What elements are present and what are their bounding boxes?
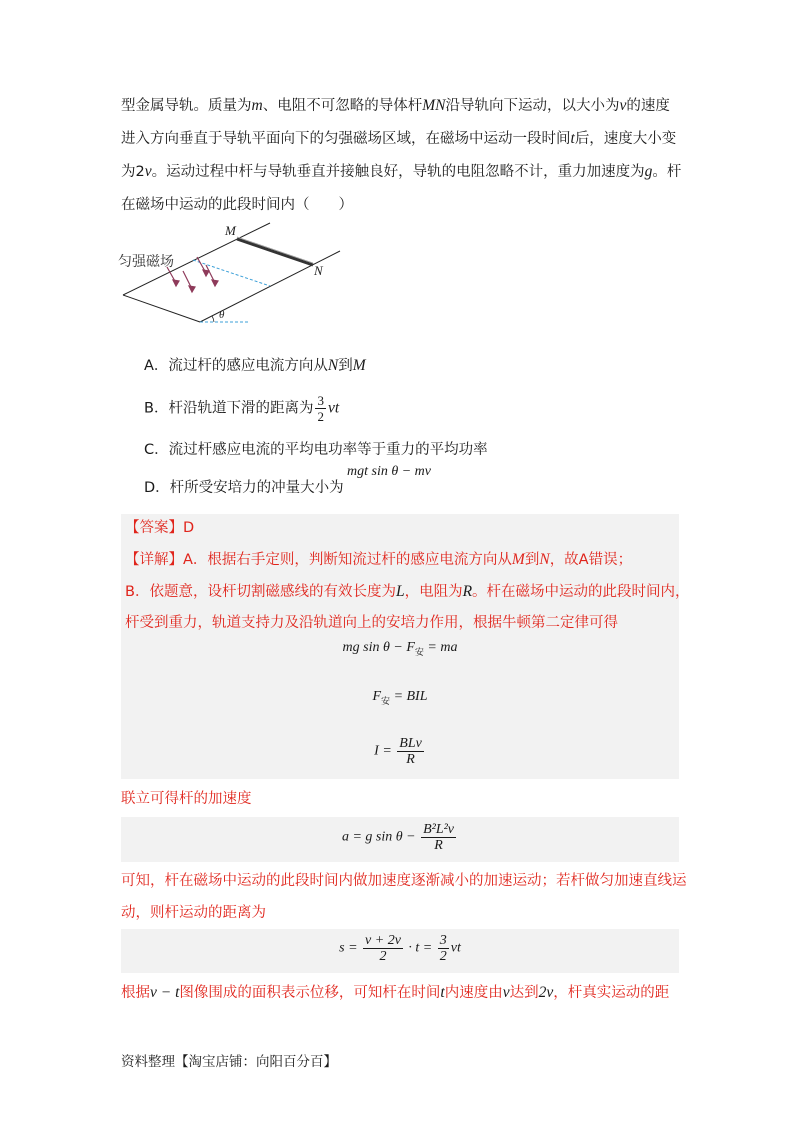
fraction-3-2 (315, 393, 326, 424)
var-v: v (502, 984, 510, 1001)
footer-source: 资料整理【淘宝店铺：向阳百分百】 (121, 1054, 337, 1070)
text: · t = (404, 940, 436, 956)
text: = BIL (390, 689, 428, 704)
text: mg sin θ − F (342, 640, 415, 655)
field-arrows (167, 257, 218, 292)
denominator: 2 (439, 949, 447, 964)
text: = ma (423, 640, 458, 655)
label-theta: θ (219, 309, 225, 321)
var-v: v (619, 97, 627, 114)
answer-panel (121, 514, 690, 779)
label-n: N (314, 263, 323, 278)
text: ，故A错误； (549, 552, 633, 568)
field-label: 匀强磁场 (118, 254, 174, 270)
var-mn: MN (422, 97, 446, 114)
explain-line-5: 可知，杆在磁场中运动的此段时间内做加速度逐渐减小的加速运动；若杆做匀加速直线运 (121, 873, 687, 889)
var-v-t: v − t (150, 984, 180, 1001)
equation-current (121, 736, 679, 767)
var-g: g (644, 163, 653, 180)
denominator: 2 (379, 949, 387, 964)
text: ，杆真实运动的距 (553, 985, 670, 1001)
var-vt: vt (327, 399, 340, 417)
numerator: 3 (439, 933, 447, 948)
text: F (372, 689, 382, 704)
equation-panel-acceleration (121, 817, 679, 862)
text: a = g sin θ − (341, 829, 420, 845)
text: 到 (338, 358, 353, 374)
var-2v: 2v (538, 984, 554, 1001)
text: 根据 (121, 985, 150, 1001)
fraction (363, 933, 403, 964)
text: 图像围成的面积表示位移，可知杆在时间 (179, 985, 441, 1001)
text: 到 (524, 552, 540, 568)
numerator: B²L²v (423, 822, 455, 837)
text: B．杆沿轨道下滑的距离为 (144, 400, 314, 417)
fraction (421, 822, 456, 853)
text: B．依题意，设杆切割磁感线的有效长度为 (125, 584, 396, 600)
text: 为2 (121, 164, 145, 180)
var-m: m (251, 97, 263, 114)
equation-newton (121, 640, 679, 658)
rod-highlight (237, 237, 313, 263)
text: 、电阻不可忽略的导体杆 (262, 98, 423, 114)
rod-mn (237, 239, 313, 265)
option-a (144, 356, 366, 376)
option-c: C．流过杆感应电流的平均电功率等于重力的平均功率 (144, 442, 488, 458)
text: 进入方向垂直于导轨平面向下的匀强磁场区域，在磁场中运动一段时间 (121, 131, 571, 147)
option-d (144, 478, 344, 498)
denominator: 2 (317, 409, 324, 424)
var-n: N (539, 551, 550, 568)
equation-acceleration (121, 822, 679, 853)
denominator: R (406, 752, 415, 767)
var-t: t (440, 984, 445, 1001)
incline-rail-figure (110, 215, 350, 335)
var-n: N (327, 357, 339, 374)
var-t: t (570, 130, 575, 147)
equation-distance (121, 933, 679, 964)
problem-line-3 (121, 162, 681, 182)
numerator: v + 2v (365, 933, 401, 948)
rail-bottom-edge (123, 295, 200, 322)
text: 的速度 (626, 98, 670, 114)
var-m: M (511, 551, 525, 568)
denominator: R (434, 838, 443, 853)
explain-line-1 (125, 550, 685, 570)
explain-line-3: 杆受到重力，轨道支持力及沿轨道向上的安培力作用，根据牛顿第二定律可得 (125, 615, 618, 631)
fraction (397, 736, 424, 767)
text: 。杆在磁场中运动的此段时间内， (472, 584, 690, 600)
explain-line-7 (121, 983, 681, 1003)
problem-line-1 (121, 96, 681, 116)
problem-line-4: 在磁场中运动的此段时间内（ ） (121, 197, 353, 213)
numerator: BLv (399, 736, 422, 751)
explain-line-4: 联立可得杆的加速度 (121, 791, 252, 807)
text: 内速度由 (444, 985, 503, 1001)
text: ，电阻为 (404, 584, 463, 600)
text: 达到 (509, 985, 539, 1001)
var-v: v (144, 163, 152, 180)
answer-label: 【答案】D (125, 520, 195, 536)
subscript: 安 (414, 646, 424, 657)
text: 沿导轨向下运动，以大小为 (445, 98, 620, 114)
equation-panel-distance (121, 929, 679, 973)
problem-line-2 (121, 129, 681, 149)
option-d-expression: mgt sin θ − mv (347, 464, 431, 479)
var-m: M (352, 357, 366, 374)
option-b (144, 393, 339, 424)
text: 【详解】A．根据右手定则，判断知流过杆的感应电流方向从 (125, 552, 512, 568)
text: D．杆所受安培力的冲量大小为 (144, 480, 344, 496)
label-m: M (225, 223, 236, 238)
var-r: R (462, 583, 473, 600)
text: vt (450, 940, 461, 956)
fraction (438, 933, 449, 964)
text: A．流过杆的感应电流方向从 (144, 358, 328, 374)
subscript: 安 (381, 695, 391, 706)
angle-arc (212, 316, 214, 322)
text: 型金属导轨。质量为 (121, 98, 252, 114)
text: 后，速度大小变 (574, 131, 677, 147)
numerator: 3 (317, 393, 324, 408)
explain-line-2 (125, 582, 690, 602)
explain-line-6: 动，则杆运动的距离为 (121, 905, 266, 921)
var-l: L (395, 583, 405, 600)
text: 。杆 (652, 164, 682, 180)
text: I = (374, 743, 396, 759)
text: s = (339, 940, 362, 956)
text: 。运动过程中杆与导轨垂直并接触良好，导轨的电阻忽略不计，重力加速度为 (151, 164, 645, 180)
equation-ampere-force (121, 689, 679, 707)
